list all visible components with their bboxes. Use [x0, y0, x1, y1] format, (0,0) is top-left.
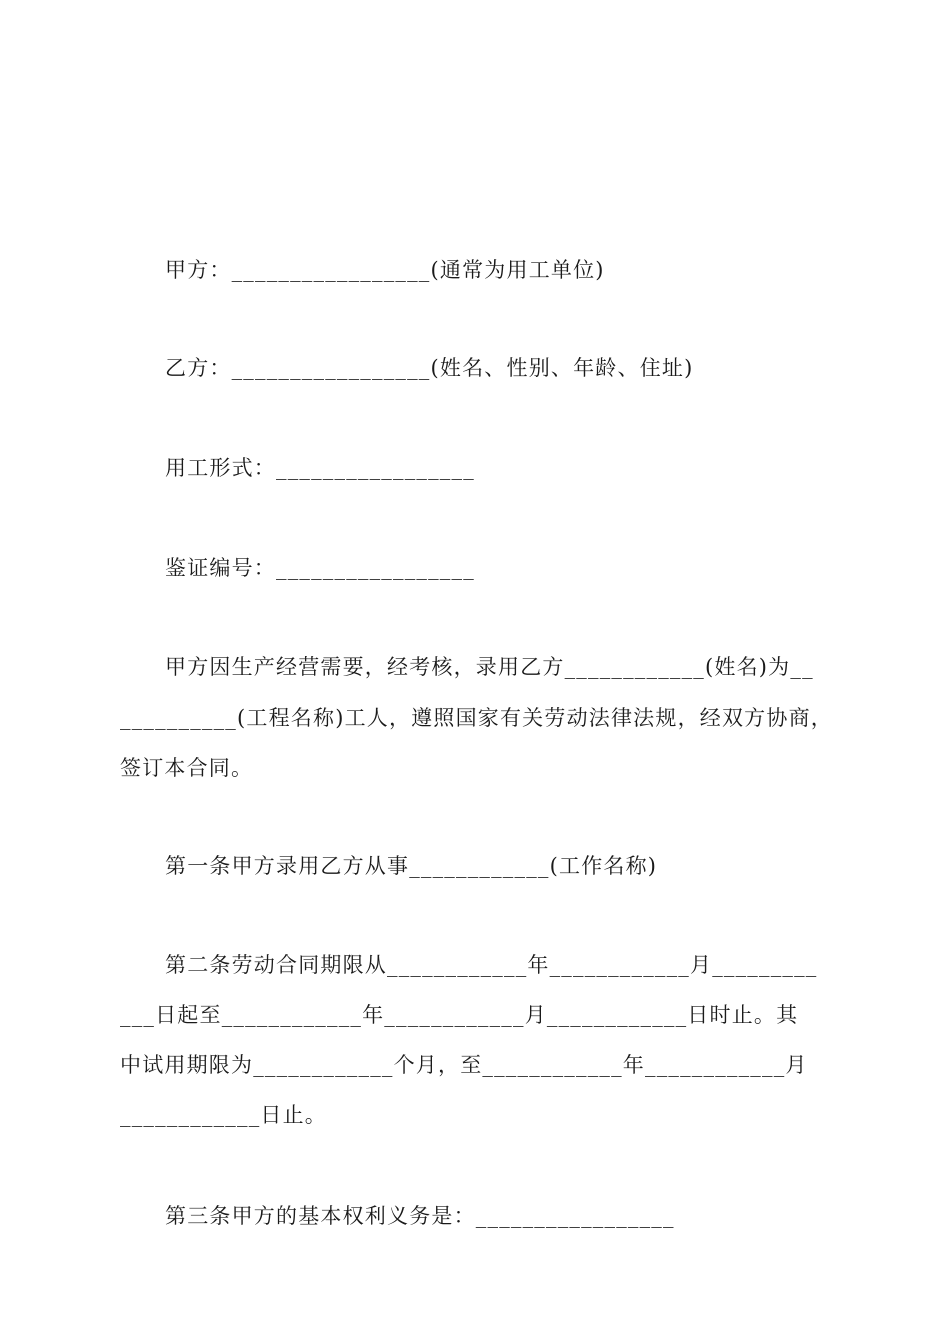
intro-paragraph-line-2: __________(工程名称)工人，遵照国家有关劳动法律法规，经双方协商，: [120, 706, 833, 730]
article-2-line-3: 中试用期限为____________个月，至____________年____________月: [120, 1053, 808, 1077]
intro-paragraph-line-1: 甲方因生产经营需要，经考核，录用乙方____________(姓名)为__: [165, 655, 814, 679]
party-a-line: 甲方：_________________(通常为用工单位): [165, 258, 605, 282]
article-1-line: 第一条甲方录用乙方从事____________(工作名称): [165, 854, 658, 878]
article-2-line-1: 第二条劳动合同期限从____________年____________月_________: [165, 953, 818, 977]
employment-form-line: 用工形式：_________________: [165, 456, 475, 480]
party-b-line: 乙方：_________________(姓名、性别、年龄、住址): [165, 356, 694, 380]
intro-paragraph-line-3: 签订本合同。: [120, 756, 254, 780]
article-2-line-4: ____________日止。: [120, 1103, 327, 1127]
article-2-line-2: ___日起至____________年____________月____________日时止。其: [120, 1003, 799, 1027]
certification-number-line: 鉴证编号：_________________: [165, 556, 475, 580]
article-3-line: 第三条甲方的基本权利义务是：_________________: [165, 1204, 675, 1228]
